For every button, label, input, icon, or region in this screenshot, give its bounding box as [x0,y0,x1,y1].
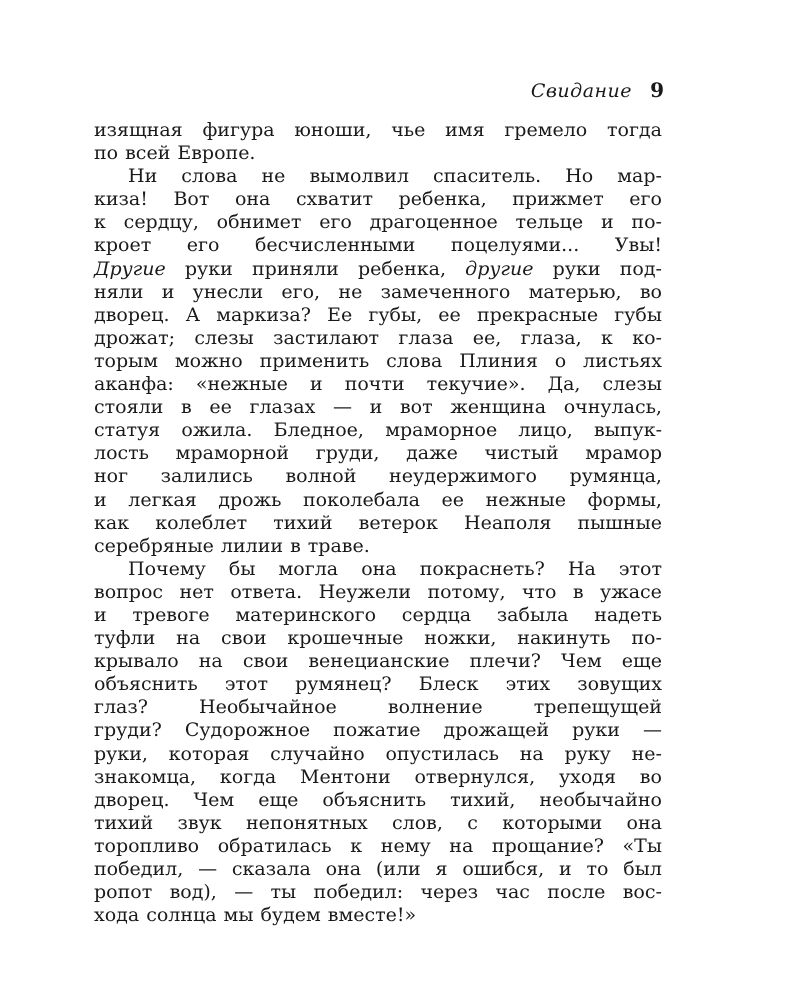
text-line: изящная фигура юноши, чье имя гремело тогда [94,119,662,141]
text-line: по всей Европе. [94,142,256,165]
text-line: глаз? Необычайное волнение трепещущей [94,696,662,719]
text-line: няли и унесли его, не замеченного матерью, во [94,280,662,303]
text-line: и легкая дрожь поколебала ее нежные формы, [94,488,662,511]
text-line: туфли на свои крошечные ножки, накинуть по- [94,627,662,650]
page-number: 9 [650,78,664,102]
text-line: торопливо обратилась к нему на прощание? «Ты [94,834,662,857]
text-line: Ни слова не вымолвил спаситель. Но мар- [128,165,662,188]
text-line: торым можно применить слова Плиния о листьях [94,349,662,372]
text-line: руки, которая случайно опустилась на руку не- [94,742,662,765]
text-line: вопрос нет ответа. Неужели потому, что в ужасе [94,580,662,603]
text-line: тихий звук непонятных слов, с которыми она [94,811,662,834]
text-line: дворец. Чем еще объяснить тихий, необычайно [94,788,662,811]
text-line: победил, — сказала она (или я ошибся, и то был [94,858,662,880]
running-head-title: Свидание [530,80,633,102]
text-line: кроет его бесчисленными поцелуями... Увы! [94,234,662,257]
text-line: Другие руки приняли ребенка, другие руки под- [94,257,662,280]
text-line: хода солнца мы будем вместе!» [94,904,417,927]
text-line: к сердцу, обнимет его драгоценное тельце и по- [94,211,662,234]
running-head [531,78,664,103]
text-line: крывало на свои венецианские плечи? Чем еще [94,650,662,673]
text-line: статуя ожила. Бледное, мраморное лицо, выпук- [94,419,662,442]
text-line: лость мраморной груди, даже чистый мрамор [94,442,662,465]
text-line: груди? Судорожное пожатие дрожащей руки — [94,719,662,742]
body-text [94,119,662,927]
text-line: стояли в ее глазах — и вот женщина очнулась, [94,396,662,419]
text-line: Почему бы могла она покраснеть? На этот [128,557,662,580]
text-line: как колеблет тихий ветерок Неаполя пышные [94,511,662,534]
text-line: знакомца, когда Ментони отвернулся, уходя во [94,765,662,788]
text-line: и тревоге материнского сердца забыла надеть [94,603,662,626]
text-line: серебряные лилии в траве. [94,534,370,557]
text-line: дрожат; слезы застилают глаза ее, глаза, к ко- [94,326,662,349]
text-line: ропот вод), — ты победил: через час после вос- [94,881,662,904]
text-line: ног залились волной неудержимого румянца, [94,465,662,488]
text-line: киза! Вот она схватит ребенка, прижмет его [94,188,662,211]
text-line: объяснить этот румянец? Блеск этих зовущих [94,673,662,696]
text-line: дворец. А маркиза? Ее губы, ее прекрасные губы [94,303,662,326]
text-line: аканфа: «нежные и почти текучие». Да, слезы [94,373,662,396]
